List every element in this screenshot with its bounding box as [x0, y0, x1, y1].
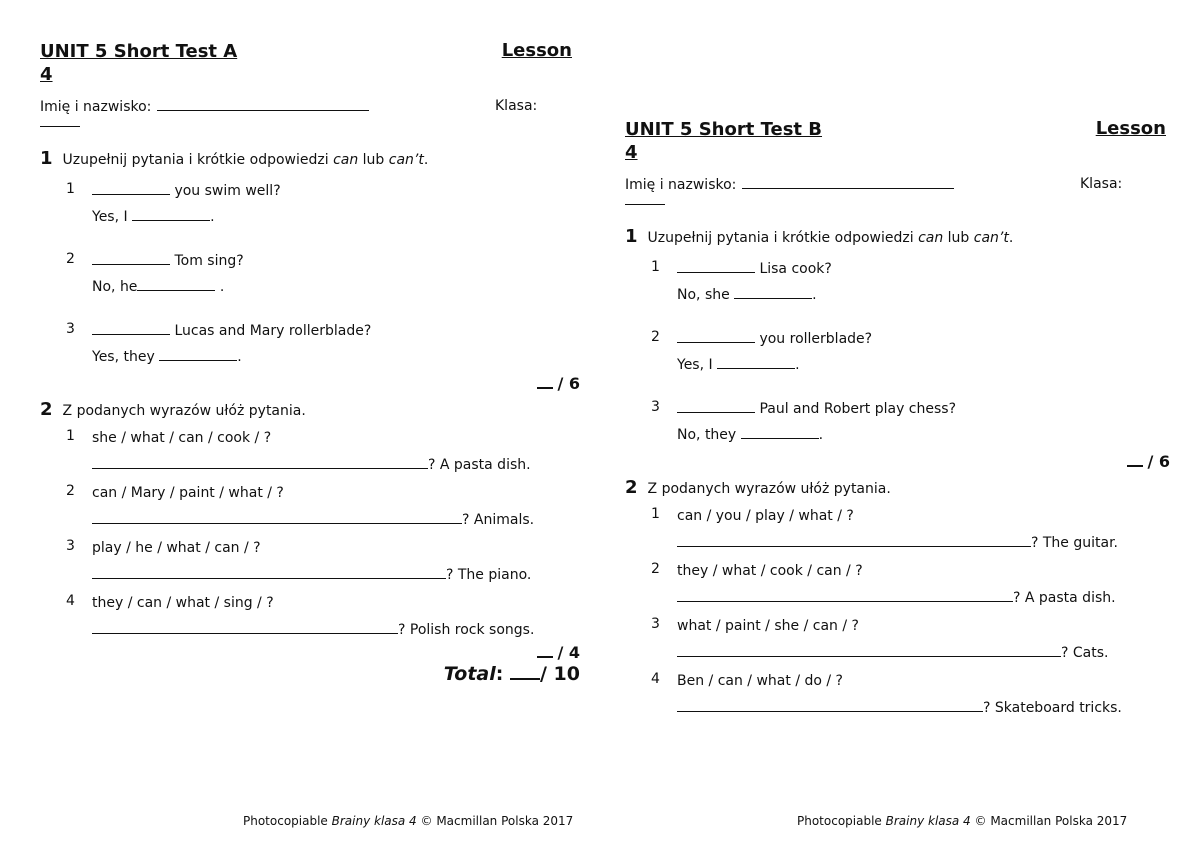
exercise-2-score: / 4 — [40, 642, 580, 662]
answer-blank[interactable] — [734, 286, 812, 299]
exercise-2-item: 2 can / Mary / paint / what / ? ? Animals. — [66, 483, 535, 528]
answer-line[interactable] — [92, 564, 446, 579]
exercise-1-item: 3 Paul and Robert play chess? No, they . — [651, 399, 956, 443]
exercise-1-score: / 6 — [40, 373, 580, 393]
answer-blank[interactable] — [717, 356, 795, 369]
answer-blank[interactable] — [92, 182, 170, 195]
test-a-footer: Photocopiable Brainy klasa 4 © Macmillan Polska 2017 — [243, 814, 574, 828]
exercise-1-item: 1 you swim well? Yes, I . — [66, 181, 281, 225]
answer-blank[interactable] — [132, 208, 210, 221]
name-field[interactable] — [157, 98, 369, 111]
answer-blank[interactable] — [137, 278, 215, 291]
name-field[interactable] — [742, 176, 954, 189]
class-label: Klasa: — [495, 98, 538, 114]
answer-line[interactable] — [92, 454, 428, 469]
test-b — [625, 118, 1170, 718]
class-field[interactable] — [40, 126, 80, 127]
answer-line[interactable] — [92, 619, 398, 634]
answer-line[interactable] — [677, 587, 1013, 602]
test-b-footer: Photocopiable Brainy klasa 4 © Macmillan Polska 2017 — [797, 814, 1128, 828]
test-a-lesson: Lesson — [501, 40, 572, 61]
answer-line[interactable] — [677, 697, 983, 712]
test-a — [40, 40, 580, 685]
answer-line[interactable] — [92, 509, 462, 524]
answer-blank[interactable] — [677, 400, 755, 413]
exercise-1-item: 3 Lucas and Mary rollerblade? Yes, they . — [66, 321, 372, 365]
exercise-1-item: 2 Tom sing? No, he . — [66, 251, 244, 295]
exercise-1-heading: 1 Uzupełnij pytania i krótkie odpowiedzi can lub can’t. — [625, 226, 1014, 247]
total-score: Total: / 10 — [443, 663, 580, 685]
test-a-title: UNIT 5 Short Test A 4 — [40, 41, 238, 85]
exercise-1-heading: 1 Uzupełnij pytania i krótkie odpowiedzi can lub can’t. — [40, 148, 429, 169]
exercise-2-item: 1 can / you / play / what / ? ? The guitar. — [651, 506, 1119, 551]
answer-blank[interactable] — [159, 348, 237, 361]
answer-blank[interactable] — [741, 426, 819, 439]
answer-blank[interactable] — [677, 260, 755, 273]
test-a-header — [40, 40, 580, 86]
exercise-1-score: / 6 — [625, 451, 1170, 471]
answer-line[interactable] — [677, 642, 1061, 657]
answer-blank[interactable] — [92, 252, 170, 265]
exercise-2-heading: 2 Z podanych wyrazów ułóż pytania. — [625, 477, 891, 498]
answer-blank[interactable] — [677, 330, 755, 343]
test-b-lesson: Lesson — [1095, 118, 1166, 139]
exercise-2-item: 3 play / he / what / can / ? ? The piano. — [66, 538, 532, 583]
answer-line[interactable] — [677, 532, 1031, 547]
exercise-1-item: 1 Lisa cook? No, she . — [651, 259, 832, 303]
exercise-2-item: 1 she / what / can / cook / ? ? A pasta dish. — [66, 428, 531, 473]
exercise-2-item: 4 Ben / can / what / do / ? ? Skateboard tricks. — [651, 671, 1122, 716]
exercise-2-heading: 2 Z podanych wyrazów ułóż pytania. — [40, 399, 306, 420]
exercise-2-item: 3 what / paint / she / can / ? ? Cats. — [651, 616, 1109, 661]
test-b-title: UNIT 5 Short Test B 4 — [625, 119, 823, 163]
answer-blank[interactable] — [92, 322, 170, 335]
test-b-header — [625, 118, 1165, 164]
name-label: Imię i nazwisko: — [40, 99, 152, 115]
test-b-name-row — [625, 176, 1165, 212]
exercise-2-item: 4 they / can / what / sing / ? ? Polish rock songs. — [66, 593, 535, 638]
exercise-1-item: 2 you rollerblade? Yes, I . — [651, 329, 873, 373]
test-a-name-row — [40, 98, 580, 134]
class-field[interactable] — [625, 204, 665, 205]
class-label: Klasa: — [1080, 176, 1123, 192]
exercise-2-item: 2 they / what / cook / can / ? ? A pasta dish. — [651, 561, 1116, 606]
name-label: Imię i nazwisko: — [625, 177, 737, 193]
